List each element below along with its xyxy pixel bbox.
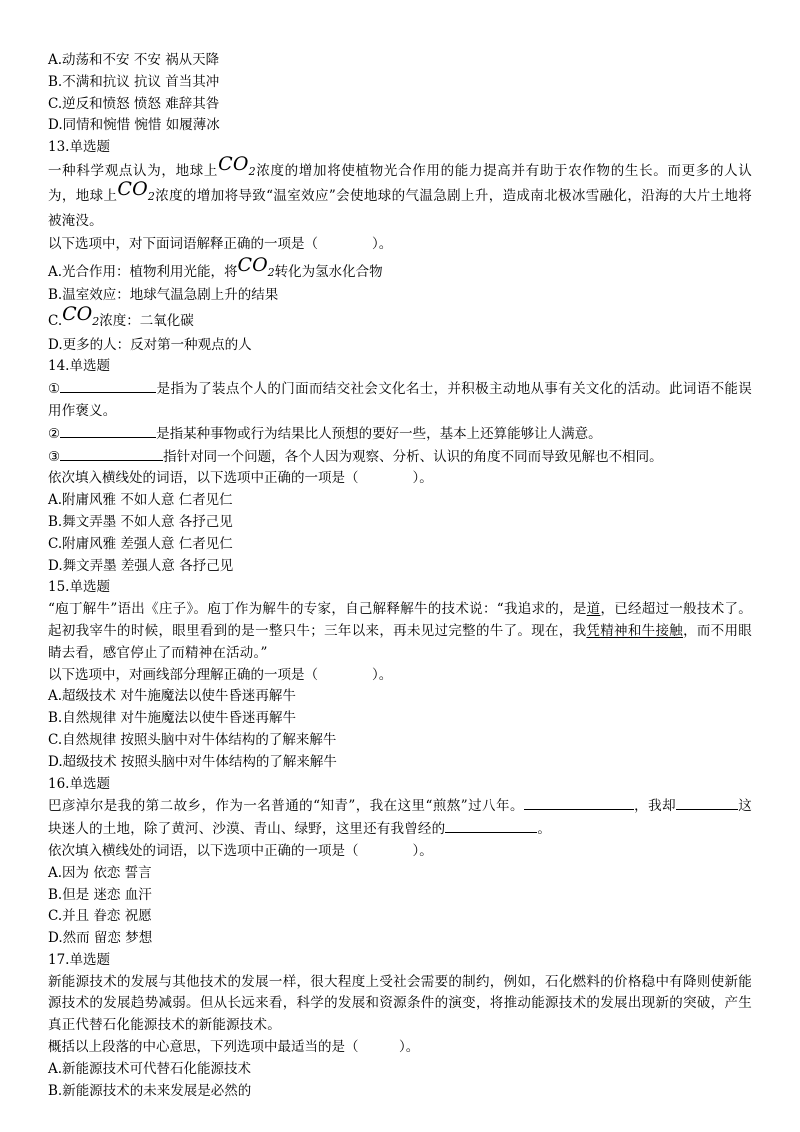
co2-formula: $CO_2$ bbox=[237, 253, 275, 279]
co2-formula: $CO_2$ bbox=[218, 152, 256, 178]
underlined-text: 凭精神和牛接触 bbox=[586, 622, 684, 639]
q14-question: 依次填入横线处的词语，以下选项中正确的一项是（ ）。 bbox=[48, 470, 433, 487]
underlined-text: 道 bbox=[586, 601, 601, 618]
q14-item-1: ① 是指为了装点个人的门面而结交社会文化名士，并积极主动地从事有关文化的活动。此词语不能误用作褒义。 bbox=[48, 378, 752, 423]
q13-header: 13.单选题 bbox=[48, 139, 110, 156]
q15-passage: “庖丁解牛”语出《庄子》。庖丁作为解牛的专家，自己解释解牛的技术说：“我追求的，是道，已经超过一般技术了。起初我宰牛的时候，眼里看到的是一整只牛；三年以来，再未见过完整的牛了。现在，我凭精神和牛接触，而不用眼睛去看，感官停止了而精神在活动。” bbox=[48, 601, 753, 661]
q14-item-2: ② 是指某种事物或行为结果比人预想的要好一些，基本上还算能够让人满意。 bbox=[48, 423, 752, 446]
fill-blank[interactable] bbox=[445, 818, 537, 833]
q14-item-3: ③ 指针对同一个问题，各个人因为观察、分析、认识的角度不同而导致见解也不相同。 bbox=[48, 446, 752, 469]
q16-option-d: D.然而 留恋 梦想 bbox=[48, 930, 153, 947]
q16-question: 依次填入横线处的词语，以下选项中正确的一项是（ ）。 bbox=[48, 842, 433, 859]
q13-option-c: $C.CO_2$浓度：二氧化碳 bbox=[48, 302, 194, 329]
q16-option-c: C.并且 眷恋 祝愿 bbox=[48, 908, 152, 925]
q17-question: 概括以上段落的中心意思，下列选项中最适当的是（ ）。 bbox=[48, 1039, 420, 1056]
q14-option-b: B.舞文弄墨 不如人意 各抒己见 bbox=[48, 513, 233, 530]
q16-option-b: B.但是 迷恋 血汗 bbox=[48, 886, 152, 903]
q15-option-c: C.自然规律 按照头脑中对牛体结构的了解来解牛 bbox=[48, 731, 337, 748]
fill-blank[interactable] bbox=[60, 423, 156, 438]
q16-header: 16.单选题 bbox=[48, 775, 110, 792]
q13-option-b: B.温室效应：地球气温急剧上升的结果 bbox=[48, 286, 279, 303]
q12-option-d: D.同情和惋惜 惋惜 如履薄冰 bbox=[48, 117, 220, 134]
q15-option-a: A.超级技术 对牛施魔法以使牛昏迷再解牛 bbox=[48, 688, 296, 705]
q12-option-c: C.逆反和愤怒 愤怒 难辞其咎 bbox=[48, 95, 220, 112]
co2-formula: $CO_2$ bbox=[117, 177, 156, 203]
q16-option-a: A.因为 依恋 誓言 bbox=[48, 864, 152, 881]
q12-option-b: B.不满和抗议 抗议 首当其冲 bbox=[48, 73, 220, 90]
q12-option-a: A.动荡和不安 不安 祸从天降 bbox=[48, 52, 220, 68]
fill-blank[interactable] bbox=[60, 378, 156, 393]
q13-option-a: A.光合作用：植物利用光能，将$CO_2$转化为氢水化合物 bbox=[48, 253, 383, 280]
q17-option-b: B.新能源技术的未来发展是必然的 bbox=[48, 1082, 252, 1099]
q14-header: 14.单选题 bbox=[48, 358, 110, 375]
q16-passage: 巴彦淖尔是我的第二故乡，作为一名普通的“知青”，我在这里“煎熬”过八年。 ，我却 这块迷人的土地，除了黄河、沙漠、青山、绿野，这里还有我曾经的 。 bbox=[48, 795, 752, 841]
q17-option-a: A.新能源技术可代替石化能源技术 bbox=[48, 1060, 252, 1077]
exam-page bbox=[48, 50, 752, 1102]
q17-passage: 新能源技术的发展与其他技术的发展一样，很大程度上受社会需要的制约，例如，石化燃料的价格稳中有降则使新能源技术的发展趋势减弱。但从长远来看，科学的发展和资源条件的演变，将推动能源技术的发展出现新的突破，产生真正代替石化能源技术的新能源技术。 bbox=[48, 973, 752, 1034]
q13-option-d: D.更多的人：反对第一种观点的人 bbox=[48, 336, 252, 353]
q13-passage: 一种科学观点认为，地球上$CO_2$浓度的增加将使植物光合作用的能力提高并有助于农作物的生长。而更多的人认为，地球上$CO_2$浓度的增加将导致“温室效应”会使地球的气温急剧上升，造成南北极冰雪融化，沿海的大片土地将被淹没。 bbox=[48, 152, 753, 229]
q17-header: 17.单选题 bbox=[48, 951, 110, 968]
q14-option-d: D.舞文弄墨 差强人意 各抒己见 bbox=[48, 557, 234, 574]
q13-question: 以下选项中，对下面词语解释正确的一项是（ ）。 bbox=[48, 235, 393, 252]
co2-formula: $CO_2$ bbox=[62, 302, 100, 328]
q15-question: 以下选项中，对画线部分理解正确的一项是（ ）。 bbox=[48, 666, 393, 683]
q15-header: 15.单选题 bbox=[48, 579, 110, 596]
fill-blank[interactable] bbox=[60, 446, 163, 461]
q15-option-b: B.自然规律 对牛施魔法以使牛昏迷再解牛 bbox=[48, 710, 297, 727]
q14-option-a: A.附庸风雅 不如人意 仁者见仁 bbox=[48, 492, 233, 509]
q15-option-d: D.超级技术 按照头脑中对牛体结构的了解来解牛 bbox=[48, 753, 337, 770]
fill-blank[interactable] bbox=[524, 795, 634, 810]
fill-blank[interactable] bbox=[676, 795, 738, 810]
q14-option-c: C.附庸风雅 差强人意 仁者见仁 bbox=[48, 535, 233, 552]
